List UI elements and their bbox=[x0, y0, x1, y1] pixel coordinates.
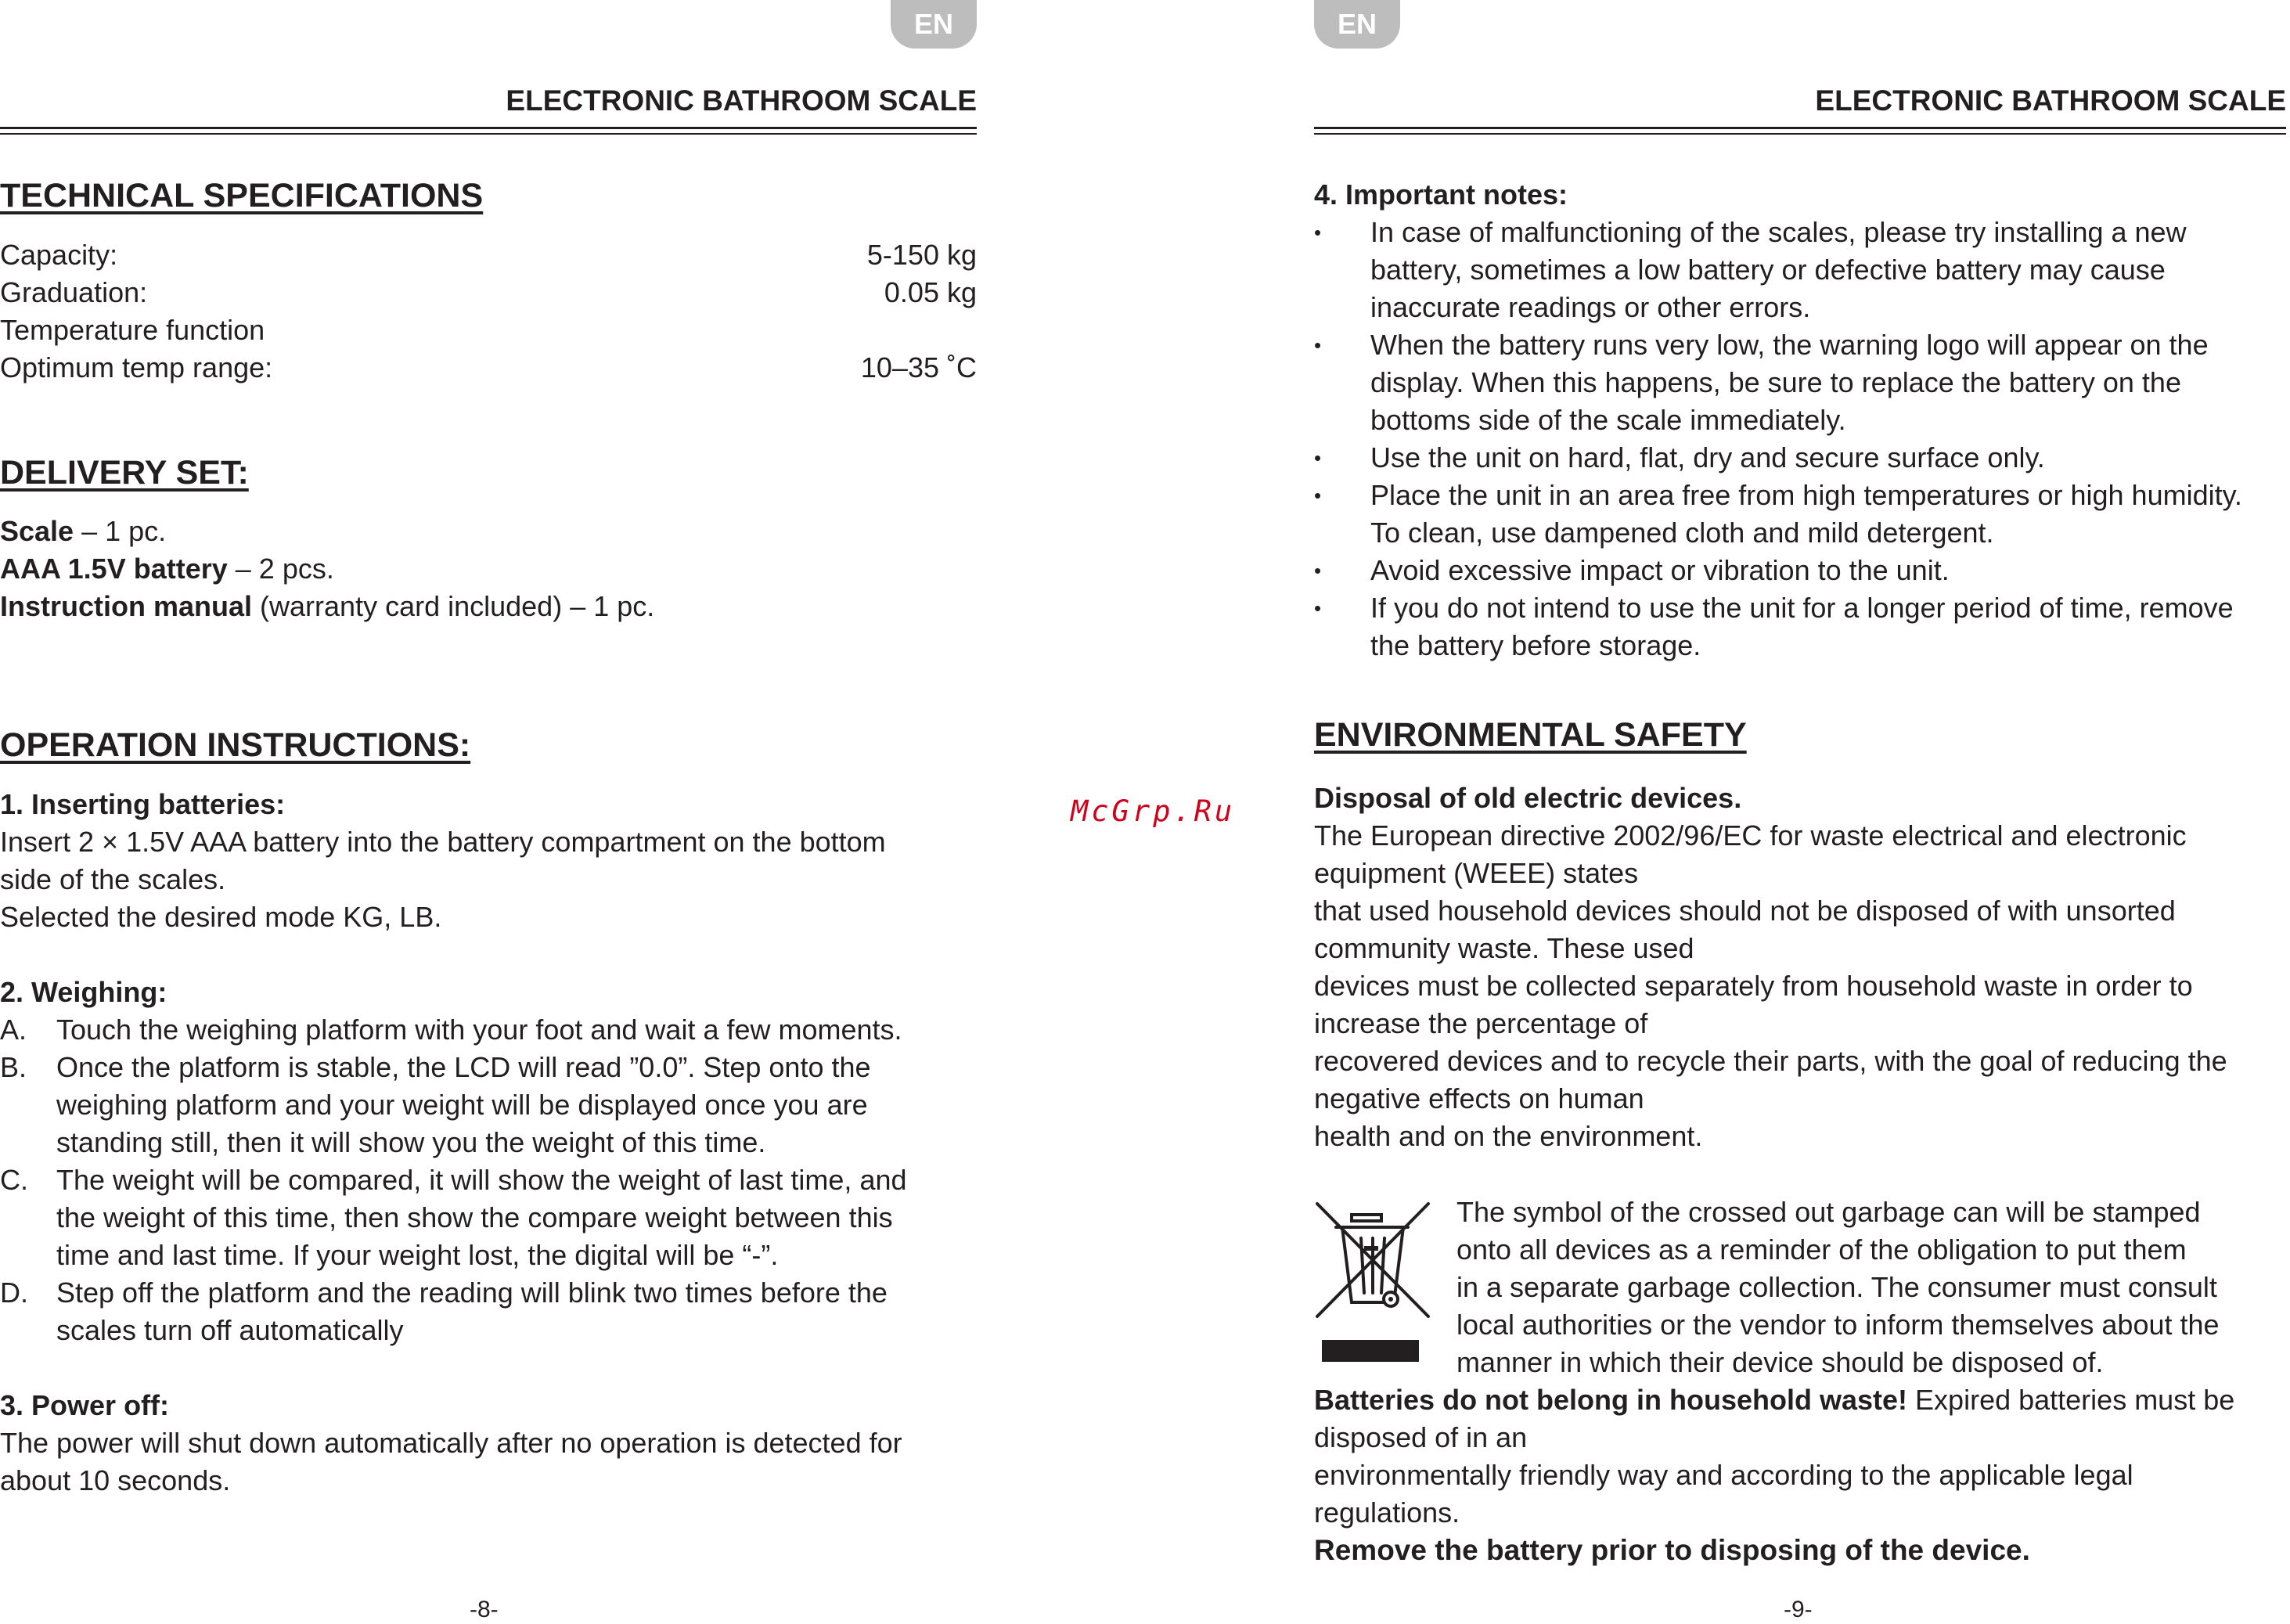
delivery-item-name: Scale bbox=[0, 515, 74, 547]
text-line: • When the battery runs very low, the warning logo will appear on the bbox=[1370, 329, 2209, 361]
delivery-set-list bbox=[0, 513, 977, 625]
text-line: Step off the platform and the reading will blink two times before the bbox=[56, 1277, 888, 1309]
text-line: weighing platform and your weight will be displayed once you are bbox=[56, 1089, 868, 1121]
step-marker: A. bbox=[0, 1014, 27, 1046]
right-page bbox=[1314, 0, 2286, 1624]
batteries-warning: Batteries do not belong in household waste! bbox=[1314, 1384, 1908, 1416]
header-rule-thin bbox=[0, 133, 977, 135]
delivery-item-qty: (warranty card included) – 1 pc. bbox=[252, 590, 655, 622]
text-line: • In case of malfunctioning of the scales, please try installing a new bbox=[1370, 216, 2187, 248]
text-line: The weight will be compared, it will show the weight of last time, and bbox=[56, 1164, 907, 1196]
spec-row bbox=[0, 349, 977, 387]
text-line: the battery before storage. bbox=[1370, 629, 1701, 661]
crossed-out-bin-icon bbox=[1314, 1199, 1431, 1363]
delivery-item bbox=[0, 550, 977, 588]
text-line: the weight of this time, then show the compare weight between this bbox=[56, 1201, 893, 1233]
spec-label: Optimum temp range: bbox=[0, 351, 273, 383]
header-title: ELECTRONIC BATHROOM SCALE bbox=[1815, 85, 2286, 117]
page-number: -8- bbox=[470, 1597, 499, 1622]
text-line: scales turn off automatically bbox=[56, 1314, 404, 1346]
text-line: about 10 seconds. bbox=[0, 1464, 231, 1496]
notes-list bbox=[1314, 214, 2286, 664]
text-line: increase the percentage of bbox=[1314, 1007, 1648, 1039]
language-badge: EN bbox=[891, 0, 977, 49]
delivery-item-qty: – 1 pc. bbox=[74, 515, 167, 547]
spec-row bbox=[0, 311, 977, 349]
text-line: equipment (WEEE) states bbox=[1314, 857, 1639, 889]
text-line: Selected the desired mode KG, LB. bbox=[0, 901, 442, 933]
text-line: The symbol of the crossed out garbage can will be stamped bbox=[1456, 1196, 2201, 1228]
important-notes bbox=[1314, 176, 2286, 664]
list-item bbox=[1314, 214, 2286, 326]
text-line: Touch the weighing platform with your foot and wait a few moments. bbox=[56, 1014, 902, 1046]
header-rule bbox=[0, 127, 977, 129]
step-heading: 2. Weighing: bbox=[0, 976, 167, 1008]
text-line: disposed of in an bbox=[1314, 1421, 1528, 1453]
batteries-notice bbox=[1314, 1381, 2286, 1569]
left-page bbox=[0, 0, 977, 1624]
disposal-heading: Disposal of old electric devices. bbox=[1314, 782, 1742, 814]
spec-value: 5-150 kg bbox=[866, 239, 977, 271]
spec-row bbox=[0, 274, 977, 311]
environmental-safety-title: ENVIRONMENTAL SAFETY bbox=[1314, 716, 1747, 754]
spec-row bbox=[0, 236, 977, 274]
tech-specs-title: TECHNICAL SPECIFICATIONS bbox=[0, 177, 484, 214]
spec-label: Temperature function bbox=[0, 314, 265, 346]
header-title: ELECTRONIC BATHROOM SCALE bbox=[506, 85, 977, 117]
list-item bbox=[1314, 326, 2286, 439]
delivery-item bbox=[0, 588, 977, 625]
step-marker: B. bbox=[0, 1051, 27, 1083]
weee-symbol-text bbox=[1456, 1194, 2286, 1381]
disposal-section bbox=[1314, 780, 2286, 1155]
text-line: Insert 2 × 1.5V AAA battery into the battery compartment on the bottom bbox=[0, 826, 886, 858]
text-line: battery, sometimes a low battery or defective battery may cause bbox=[1370, 254, 2166, 286]
operation-instructions-title: OPERATION INSTRUCTIONS: bbox=[0, 726, 471, 764]
spec-label: Graduation: bbox=[0, 276, 148, 308]
text-span: Expired batteries must be bbox=[1907, 1384, 2235, 1416]
text-line: • Place the unit in an area free from high temperatures or high humidity. bbox=[1370, 479, 2242, 511]
watermark: McGrp.Ru bbox=[1071, 794, 1236, 828]
text-line: devices must be collected separately from household waste in order to bbox=[1314, 970, 2193, 1002]
text-line: regulations. bbox=[1314, 1496, 1460, 1529]
weighing-steps bbox=[0, 1011, 977, 1349]
list-item bbox=[0, 1274, 977, 1349]
text-line: bottoms side of the scale immediately. bbox=[1370, 404, 1846, 436]
delivery-set-title: DELIVERY SET: bbox=[0, 454, 249, 492]
text-line: inaccurate readings or other errors. bbox=[1370, 291, 1811, 323]
list-item bbox=[0, 1011, 977, 1049]
list-item bbox=[1314, 589, 2286, 664]
text-line: The power will shut down automatically after no operation is detected for bbox=[0, 1427, 902, 1459]
list-item bbox=[1314, 439, 2286, 477]
tech-specs-table bbox=[0, 236, 977, 387]
list-item bbox=[1314, 477, 2286, 552]
text-line: standing still, then it will show you the weight of this time. bbox=[56, 1126, 766, 1158]
list-item bbox=[0, 1161, 977, 1274]
text-line: • Avoid excessive impact or vibration to the unit. bbox=[1370, 554, 1950, 586]
text-line: The European directive 2002/96/EC for waste electrical and electronic bbox=[1314, 819, 2187, 852]
text-line: side of the scales. bbox=[0, 863, 226, 895]
text-line: in a separate garbage collection. The consumer must consult bbox=[1456, 1271, 2217, 1303]
text-line bbox=[1314, 1381, 2286, 1419]
text-line: Once the platform is stable, the LCD will read ”0.0”. Step onto the bbox=[56, 1051, 871, 1083]
delivery-item-name: Instruction manual bbox=[0, 590, 253, 622]
text-line: negative effects on human bbox=[1314, 1082, 1644, 1114]
text-line: recovered devices and to recycle their parts, with the goal of reducing the bbox=[1314, 1045, 2227, 1077]
operation-instructions-body bbox=[0, 786, 977, 1500]
text-line: onto all devices as a reminder of the obligation to put them bbox=[1456, 1233, 2187, 1266]
step-marker: D. bbox=[0, 1277, 28, 1309]
spec-value: 10–35 ˚C bbox=[860, 351, 977, 383]
text-line: • If you do not intend to use the unit for a longer period of time, remove bbox=[1370, 592, 2234, 624]
header-rule-thin bbox=[1314, 133, 2286, 135]
text-line: display. When this happens, be sure to replace the battery on the bbox=[1370, 366, 2181, 398]
remove-battery-notice: Remove the battery prior to disposing of the device. bbox=[1314, 1534, 2030, 1566]
delivery-item-qty: – 2 pcs. bbox=[227, 553, 334, 585]
spec-label: Capacity: bbox=[0, 239, 118, 271]
delivery-item bbox=[0, 513, 977, 550]
text-line: health and on the environment. bbox=[1314, 1120, 1703, 1152]
text-line: • Use the unit on hard, flat, dry and secure surface only. bbox=[1370, 441, 2045, 474]
notes-heading: 4. Important notes: bbox=[1314, 178, 1568, 211]
step-heading: 3. Power off: bbox=[0, 1389, 170, 1421]
language-badge: EN bbox=[1314, 0, 1400, 49]
page-number: -9- bbox=[1784, 1597, 1813, 1622]
list-item bbox=[0, 1049, 977, 1161]
text-line: local authorities or the vendor to inform themselves about the bbox=[1456, 1309, 2220, 1341]
list-item bbox=[1314, 552, 2286, 589]
step-heading: 1. Inserting batteries: bbox=[0, 788, 286, 820]
header-rule bbox=[1314, 127, 2286, 129]
spec-value: 0.05 kg bbox=[884, 276, 977, 308]
text-line: environmentally friendly way and according to the applicable legal bbox=[1314, 1459, 2133, 1491]
text-line: manner in which their device should be disposed of. bbox=[1456, 1346, 2104, 1378]
step-marker: C. bbox=[0, 1164, 28, 1196]
text-line: that used household devices should not be disposed of with unsorted bbox=[1314, 895, 2176, 927]
text-line: community waste. These used bbox=[1314, 932, 1694, 964]
delivery-item-name: AAA 1.5V battery bbox=[0, 553, 228, 585]
text-line: To clean, use dampened cloth and mild detergent. bbox=[1370, 517, 1994, 549]
text-line: time and last time. If your weight lost, the digital will be “-”. bbox=[56, 1239, 779, 1271]
